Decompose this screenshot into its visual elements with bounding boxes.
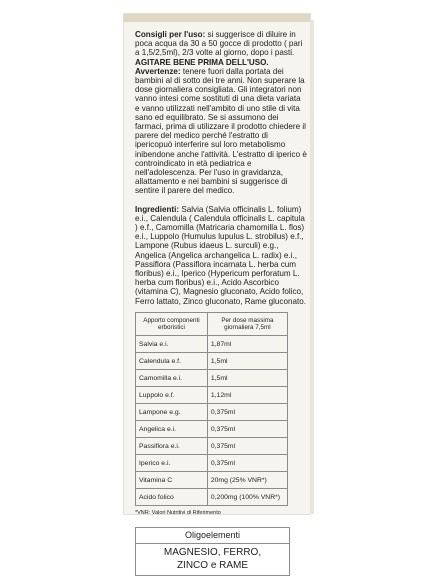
usage-emphasis: AGITARE BENE PRIMA DELL'USO. bbox=[135, 57, 269, 67]
usage-text: si suggerisce di diluire in poca acqua da 30 a 50 gocce di prodotto ( pari a 1,5/2,5ml), 2/3 volte al giorno, dopo i pasti. bbox=[135, 30, 303, 58]
ingredients-section bbox=[135, 205, 307, 306]
row-value: 1,12ml bbox=[207, 387, 287, 404]
row-value: 0,375ml bbox=[207, 438, 287, 455]
row-name: Acido folico bbox=[136, 489, 208, 506]
table-row bbox=[136, 370, 288, 387]
row-name: Angelica e.i. bbox=[136, 421, 208, 438]
table-row bbox=[136, 353, 288, 370]
oligo-box bbox=[135, 527, 290, 576]
table-header-components: Apporto componenti erboristici bbox=[136, 312, 208, 335]
box-side-edge bbox=[310, 20, 314, 514]
box-top-flap bbox=[124, 14, 310, 22]
row-name: Passiflora e.i. bbox=[136, 438, 208, 455]
row-value: 0,375ml bbox=[207, 455, 287, 472]
table-row bbox=[136, 421, 288, 438]
table-header-dose: Per dose massima giornaliera 7,5ml bbox=[207, 312, 287, 335]
row-value: 1,5ml bbox=[207, 370, 287, 387]
row-name: Camomilla e.i. bbox=[136, 370, 208, 387]
table-footnote: *VNR: Valori Nutritivi di Riferimento bbox=[135, 510, 221, 517]
table-row bbox=[136, 472, 288, 489]
warnings-text: tenere fuori dalla portata dei bambini al di sotto dei tre anni. Non superare la dose giornaliera consigliata. Gli integratori non vanno intesi come sostituti di una dieta variata e vanno utilizzati nell'ambito di uno stile di vita sano ed equilibrato. Se si assumono dei farmaci, prima di utilizzare il prodotto chiedere il parere del medico perché l'estratto di ipericopuò interferire sul loro metabolismo inibendone anche l'attività. L'estratto di iperico è controindicato in età pediatrica e nell'adolescenza. Per l'uso in gravidanza, allattamento e nei bambini si suggerisce di sentire il parere del medico. bbox=[135, 66, 307, 196]
label-text bbox=[135, 30, 307, 576]
row-value: 0,375ml bbox=[207, 404, 287, 421]
row-value: 1,5ml bbox=[207, 353, 287, 370]
table-row bbox=[136, 404, 288, 421]
row-name: Salvia e.i. bbox=[136, 336, 208, 353]
table-row bbox=[136, 438, 288, 455]
table-row bbox=[136, 489, 288, 506]
row-value: 1,87ml bbox=[207, 336, 287, 353]
oligo-line-2: ZINCO e RAME bbox=[176, 559, 249, 571]
row-name: Iperico e.i. bbox=[136, 455, 208, 472]
oligo-line-1: MAGNESIO, FERRO, bbox=[163, 546, 262, 558]
row-name: Vitamina C bbox=[136, 472, 208, 489]
row-value: 0,375ml bbox=[207, 421, 287, 438]
table-row bbox=[136, 387, 288, 404]
row-value: 20mg (25% VNR*) bbox=[207, 472, 287, 489]
warnings-section bbox=[135, 67, 307, 196]
nutrition-table bbox=[135, 312, 288, 506]
oligo-title: Oligoelementi bbox=[136, 528, 289, 544]
row-name: Luppolo e.f. bbox=[136, 387, 208, 404]
usage-section bbox=[135, 30, 307, 67]
usage-heading: Consigli per l'uso: bbox=[135, 30, 206, 39]
ingredients-heading: Ingredienti: bbox=[135, 204, 180, 214]
warnings-heading: Avvertenze: bbox=[135, 66, 181, 76]
ingredients-text: Salvia (Salvia officinalis L. folium) e.i., Calendula ( Calendula officinalis L. capitula ) e.f., Camomilla (Matricaria chamomilla L. flos) e.i., Luppolo (Humulus lupulus L. strobilus) e.f., Lampone (Rubus idaeus L. surculi) e.g., Angelica (Angelica archangelica L. radix) e.i., Passiflora (Passiflora incarnata L. herba cum floribus) e.i., Iperico (Hypericum perforatum L. herba cum floribus) e.i., Acido Ascorbico (vitamina C), Magnesio gluconato, Acido folico, Ferro lattato, Zinco gluconato, Rame gluconato. bbox=[135, 204, 306, 306]
table-row bbox=[136, 455, 288, 472]
row-name: Lampone e.g. bbox=[136, 404, 208, 421]
row-name: Calendula e.f. bbox=[136, 353, 208, 370]
table-row bbox=[136, 336, 288, 353]
row-value: 0,200mg (100% VNR*) bbox=[207, 489, 287, 506]
